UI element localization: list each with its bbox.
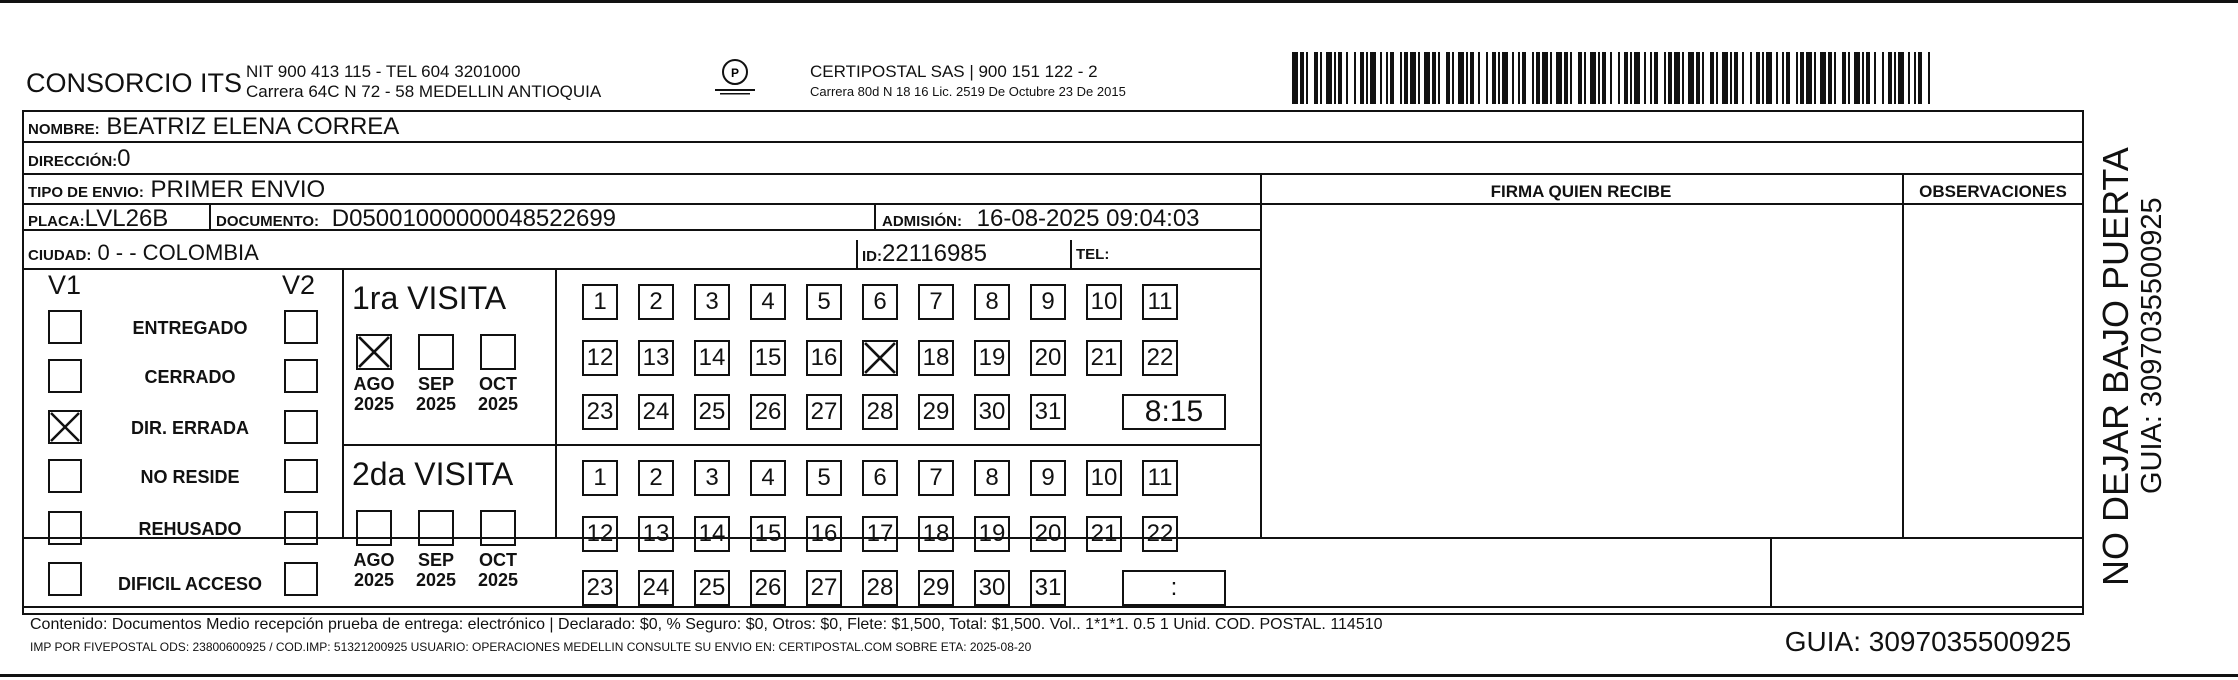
side-guia: GUIA: 3097035500925: [2136, 197, 2168, 494]
day-box-1-1[interactable]: 1: [582, 460, 618, 496]
day-box-0-26[interactable]: 26: [750, 394, 786, 430]
placa-label: PLACA:: [28, 213, 85, 230]
day-box-1-30[interactable]: 30: [974, 570, 1010, 606]
day-box-1-10[interactable]: 10: [1086, 460, 1122, 496]
day-box-0-24[interactable]: 24: [638, 394, 674, 430]
day-box-1-18[interactable]: 18: [918, 516, 954, 552]
status-label-3: NO RESIDE: [140, 467, 240, 487]
day-box-0-1[interactable]: 1: [582, 284, 618, 320]
month-label-0-2: OCT 2025: [477, 374, 519, 414]
day-box-0-30[interactable]: 30: [974, 394, 1010, 430]
carrier-name-line: CERTIPOSTAL SAS | 900 151 122 - 2: [810, 62, 1098, 81]
day-box-1-4[interactable]: 4: [750, 460, 786, 496]
day-box-0-5[interactable]: 5: [806, 284, 842, 320]
nombre-label: NOMBRE:: [28, 121, 100, 138]
day-box-1-14[interactable]: 14: [694, 516, 730, 552]
status-label-4: REHUSADO: [138, 519, 242, 539]
v1-header: V1: [48, 270, 82, 300]
day-box-1-5[interactable]: 5: [806, 460, 842, 496]
bottom-border-line: [0, 674, 2238, 677]
month-label-1-2: OCT 2025: [477, 550, 519, 590]
month-checkbox-0-1[interactable]: [418, 334, 454, 370]
day-box-1-22[interactable]: 22: [1142, 516, 1178, 552]
day-box-0-22[interactable]: 22: [1142, 340, 1178, 376]
day-box-1-24[interactable]: 24: [638, 570, 674, 606]
day-box-1-9[interactable]: 9: [1030, 460, 1066, 496]
time-box-1[interactable]: :: [1122, 570, 1226, 606]
month-label-1-1: SEP 2025: [415, 550, 457, 590]
admision-label: ADMISIÓN:: [882, 213, 962, 230]
day-box-0-21[interactable]: 21: [1086, 340, 1122, 376]
day-box-0-31[interactable]: 31: [1030, 394, 1066, 430]
v2-checkbox-3[interactable]: [284, 459, 318, 493]
day-box-0-9[interactable]: 9: [1030, 284, 1066, 320]
firma-header: FIRMA QUIEN RECIBE: [1490, 182, 1672, 201]
v1-checkbox-4[interactable]: [48, 511, 82, 545]
month-label-0-1: SEP 2025: [415, 374, 457, 414]
status-label-0: ENTREGADO: [132, 318, 248, 338]
day-box-0-3[interactable]: 3: [694, 284, 730, 320]
day-box-1-11[interactable]: 11: [1142, 460, 1178, 496]
imp-line: IMP POR FIVEPOSTAL ODS: 23800600925 / COD.IMP: 51321200925 USUARIO: OPERACIONES MEDELLIN CONSULTE SU ENVIO EN: CERTIPOSTAL.COM SOBRE ETA: 2025-08-20: [30, 640, 1032, 654]
month-checkbox-1-0[interactable]: [356, 510, 392, 546]
id-label: ID:: [862, 248, 882, 265]
month-label-1-0: AGO 2025: [353, 550, 395, 590]
v2-header: V2: [282, 270, 316, 300]
admision-value: 16-08-2025 09:04:03: [976, 205, 1200, 232]
day-box-1-19[interactable]: 19: [974, 516, 1010, 552]
day-box-0-8[interactable]: 8: [974, 284, 1010, 320]
top-border-line: [0, 0, 2238, 3]
tipo-envio-field: [28, 176, 325, 204]
month-label-0-0: AGO 2025: [353, 374, 395, 414]
side-vertical-text: [2096, 116, 2226, 586]
month-checkbox-1-1[interactable]: [418, 510, 454, 546]
v1-checkbox-5[interactable]: [48, 562, 82, 596]
day-box-1-17[interactable]: 17: [862, 516, 898, 552]
sender-nit-line: NIT 900 413 115 - TEL 604 3201000: [246, 62, 521, 81]
day-box-1-8[interactable]: 8: [974, 460, 1010, 496]
svg-text:P: P: [730, 66, 740, 80]
day-box-0-6[interactable]: 6: [862, 284, 898, 320]
day-box-1-20[interactable]: 20: [1030, 516, 1066, 552]
x-mark-icon: [50, 412, 80, 442]
v1-checkbox-1[interactable]: [48, 359, 82, 393]
day-box-0-15[interactable]: 15: [750, 340, 786, 376]
contenido-line: Contenido: Documentos Medio recepción prueba de entrega: electrónico | Declarado: $0, % Seguro: $0, Otros: $0, Flete: $1,500, Total: $1,500. Vol.. 1*1*1. 0.5 1 Unid. COD. POSTAL. 114510: [30, 616, 1383, 633]
sender-company-name: CONSORCIO ITS: [26, 68, 243, 98]
day-box-0-4[interactable]: 4: [750, 284, 786, 320]
month-checkbox-0-0[interactable]: [356, 334, 392, 370]
day-box-0-12[interactable]: 12: [582, 340, 618, 376]
id-field: [862, 240, 987, 268]
barcode: [1292, 52, 1932, 104]
v2-checkbox-2[interactable]: [284, 410, 318, 444]
direccion-field: [28, 145, 131, 173]
day-box-1-21[interactable]: 21: [1086, 516, 1122, 552]
tipo-envio-value: PRIMER ENVIO: [150, 176, 326, 203]
documento-label: DOCUMENTO:: [216, 213, 320, 230]
month-checkbox-0-2[interactable]: [480, 334, 516, 370]
time-box-0[interactable]: 8:15: [1122, 394, 1226, 430]
day-box-0-19[interactable]: 19: [974, 340, 1010, 376]
admision-field: [882, 205, 1200, 233]
day-box-1-12[interactable]: 12: [582, 516, 618, 552]
documento-value: D05001000000048522699: [331, 205, 617, 232]
placa-field: [28, 205, 168, 233]
placa-value: LVL26B: [84, 205, 169, 232]
day-box-0-27[interactable]: 27: [806, 394, 842, 430]
visit-title-0: 1ra VISITA: [352, 280, 507, 316]
v2-checkbox-0[interactable]: [284, 310, 318, 344]
day-box-0-29[interactable]: 29: [918, 394, 954, 430]
day-box-0-20[interactable]: 20: [1030, 340, 1066, 376]
direccion-label: DIRECCIÓN:: [28, 153, 118, 170]
carrier-address-line: Carrera 80d N 18 16 Lic. 2519 De Octubre 23 De 2015: [810, 84, 1126, 99]
v2-checkbox-4[interactable]: [284, 511, 318, 545]
day-box-1-16[interactable]: 16: [806, 516, 842, 552]
day-box-1-6[interactable]: 6: [862, 460, 898, 496]
day-box-0-13[interactable]: 13: [638, 340, 674, 376]
v2-checkbox-1[interactable]: [284, 359, 318, 393]
status-label-5: DIFICIL ACCESO: [117, 574, 262, 594]
certipostal-logo: [710, 58, 760, 98]
status-label-2: DIR. ERRADA: [130, 418, 249, 438]
documento-field: [216, 205, 616, 233]
sender-address: Carrera 64C N 72 - 58 MEDELLIN ANTIOQUIA: [246, 82, 602, 101]
day-box-1-13[interactable]: 13: [638, 516, 674, 552]
month-checkbox-1-2[interactable]: [480, 510, 516, 546]
day-box-1-23[interactable]: 23: [582, 570, 618, 606]
day-box-1-29[interactable]: 29: [918, 570, 954, 606]
day-box-0-14[interactable]: 14: [694, 340, 730, 376]
day-box-1-31[interactable]: 31: [1030, 570, 1066, 606]
status-label-1: CERRADO: [144, 367, 236, 387]
no-dejar-bajo-puerta: NO DEJAR BAJO PUERTA: [2095, 147, 2136, 586]
day-box-1-26[interactable]: 26: [750, 570, 786, 606]
day-box-1-3[interactable]: 3: [694, 460, 730, 496]
day-box-1-28[interactable]: 28: [862, 570, 898, 606]
day-box-0-25[interactable]: 25: [694, 394, 730, 430]
tel-field: [1076, 244, 1109, 264]
ciudad-value: 0 - - COLOMBIA: [97, 240, 259, 265]
day-box-0-11[interactable]: 11: [1142, 284, 1178, 320]
v1-checkbox-0[interactable]: [48, 310, 82, 344]
tipo-envio-label: TIPO DE ENVIO:: [28, 184, 144, 201]
nombre-value: BEATRIZ ELENA CORREA: [106, 113, 400, 140]
day-box-0-28[interactable]: 28: [862, 394, 898, 430]
x-mark-icon: [864, 342, 896, 374]
ciudad-label: CIUDAD:: [28, 247, 92, 264]
day-box-1-27[interactable]: 27: [806, 570, 842, 606]
day-box-1-2[interactable]: 2: [638, 460, 674, 496]
day-box-1-15[interactable]: 15: [750, 516, 786, 552]
id-value: 22116985: [882, 240, 987, 267]
tel-label: TEL:: [1076, 246, 1110, 263]
day-box-0-18[interactable]: 18: [918, 340, 954, 376]
day-box-0-10[interactable]: 10: [1086, 284, 1122, 320]
v1-checkbox-3[interactable]: [48, 459, 82, 493]
day-box-0-23[interactable]: 23: [582, 394, 618, 430]
v1-checkbox-2[interactable]: [48, 410, 82, 444]
day-box-1-25[interactable]: 25: [694, 570, 730, 606]
day-box-0-7[interactable]: 7: [918, 284, 954, 320]
direccion-value: 0: [117, 145, 131, 172]
nombre-field: [28, 113, 399, 141]
day-box-0-17[interactable]: [862, 340, 898, 376]
observaciones-header: OBSERVACIONES: [1919, 182, 2067, 201]
x-mark-icon: [358, 336, 390, 368]
day-box-0-2[interactable]: 2: [638, 284, 674, 320]
visit-title-1: 2da VISITA: [352, 456, 514, 492]
v2-checkbox-5[interactable]: [284, 562, 318, 596]
ciudad-field: [28, 240, 259, 266]
guia-footer: GUIA: 3097035500925: [1784, 626, 2072, 657]
day-box-0-16[interactable]: 16: [806, 340, 842, 376]
day-box-1-7[interactable]: 7: [918, 460, 954, 496]
